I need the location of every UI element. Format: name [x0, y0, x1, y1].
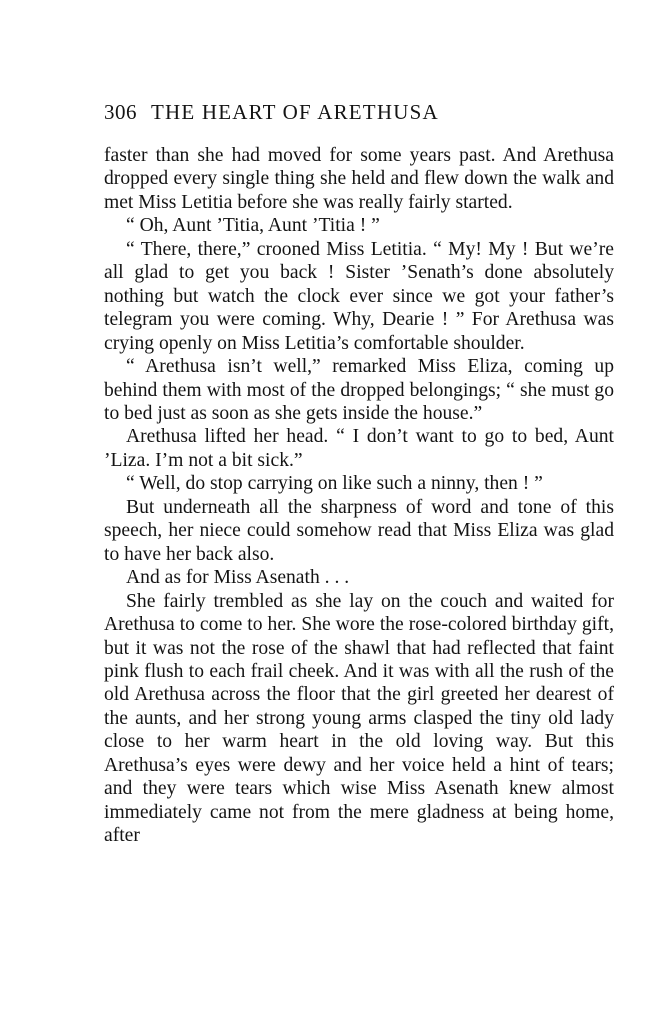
book-page	[104, 100, 614, 848]
body-text	[104, 144, 614, 848]
paragraph: “ Well, do stop carrying on like such a ninny, then ! ”	[126, 473, 543, 495]
page-number: 306	[104, 100, 137, 124]
paragraph: faster than she had moved for some years past. And Arethusa dropped every single thing she held and flew down the walk and met Miss Letitia before she was really fairly started.	[104, 145, 614, 213]
paragraph: And as for Miss Asenath . . .	[126, 567, 350, 589]
paragraph: She fairly trembled as she lay on the couch and waited for Arethusa to come to her. She wore the rose-colored birthday gift, but it was not the rose of the shawl that had reflected that faint pink flush to each frail cheek. And it was with all the rush of the old Arethusa across the floor that the girl greeted her dearest of the aunts, and her strong young arms clasped the tiny old lady close to her warm heart in the old loving way. But this Arethusa’s eyes were dewy and her voice held a hint of tears; and they were tears which wise Miss Asenath knew almost immediately came not from the mere gladness at being home, after	[104, 590, 614, 847]
running-title: THE HEART OF ARETHUSA	[151, 100, 439, 124]
paragraph: Arethusa lifted her head. “ I don’t want to go to bed, Aunt ’Liza. I’m not a bit sick.”	[104, 426, 614, 471]
paragraph: “ Oh, Aunt ’Titia, Aunt ’Titia ! ”	[126, 215, 380, 237]
paragraph: “ Arethusa isn’t well,” remarked Miss Eliza, coming up behind them with most of the dropped belongings; “ she must go to bed just as soon as she gets inside the house.”	[104, 356, 614, 424]
paragraph: “ There, there,” crooned Miss Letitia. “ My! My ! But we’re all glad to get you back ! Sister ’Senath’s done absolutely nothing but watch the clock ever since we got your father’s telegram you were coming. Why, Dearie ! ” For Arethusa was crying openly on Miss Letitia’s comfortable shoulder.	[104, 238, 614, 354]
running-head	[104, 100, 614, 134]
paragraph: But underneath all the sharpness of word and tone of this speech, her niece could somehow read that Miss Eliza was glad to have her back also.	[104, 496, 614, 565]
